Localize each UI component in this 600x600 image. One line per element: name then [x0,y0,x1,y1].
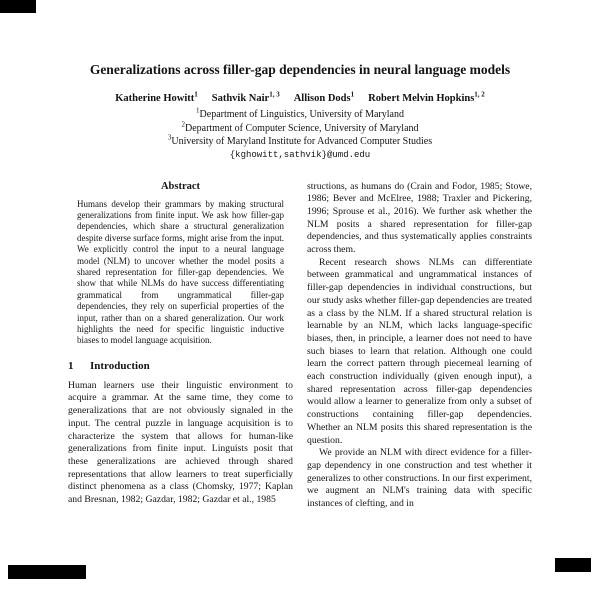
email-address: {kghowitt,sathvik}@umd.edu [229,149,371,160]
abstract-text: Humans develop their grammars by making structural generalizations from finite input. We ask how filler-gap dependencies, which share a structural generalization despite diverse surface forms, might arise from the input. We explicitly control the input to a neural language model (NLM) to uncover whether the model posits a shared representation for filler-gap dependencies. We show that while NLMs do have success differentiating grammatical from ungrammatical filler-gap dependencies, they rely on superficial properties of the input, rather than on a shared generalization. Our work highlights the need for specific linguistic inductive biases to model language acquisition. [77,198,284,346]
affiliation-line: $^3$University of Maryland Institute for Advanced Computer Studies [167,133,433,147]
author-name: Katherine Howitt$^1$ [115,90,198,104]
affiliation-line: $^1$Department of Linguistics, University of Maryland [196,106,404,120]
body-paragraph: structions, as humans do (Crain and Fodor, 1985; Stowe, 1986; Bever and McElree, 1988; Traxler and Pickering, 1996; Sprouse et al., 2016). We further ask whether the NLM posits a shared representation for filler-gap dependencies, and thus systematically applies constraints across them. [307,180,532,256]
abstract-section [68,181,293,347]
section-title: Introduction [90,359,150,372]
redaction-box-bottom-left [8,565,86,579]
left-column [68,181,293,511]
intro-paragraph: Human learners use their linguistic environment to acquire a grammar. At the same time, they come to generalizations that are not obviously signaled in the input. The central puzzle in language acquisition is to characterize the system that allows for human-like generalizations from finite input. Linguists posit that these generalizations are achieved through shared representations that allow learners to treat superficially distinct phenomena as a class (Chomsky, 1977; Kaplan and Bresnan, 1982; Gazdar, 1982; Gazdar et al., 1985 [68,379,293,506]
body-paragraph: We provide an NLM with direct evidence for a filler-gap dependency in one construction and test whether it generalizes to other constructions. In our first experiment, we augment an NLM's training data with specific instances of clefting, and in [307,447,532,510]
affiliations [0,108,600,149]
author-superscript: 1, 2 [474,90,485,99]
paper-title: Generalizations across filler-gap dependencies in neural language models [89,62,511,77]
author-name: Sathvik Nair$^{1, 3}$ [211,90,280,104]
right-column [307,181,532,511]
author-name: Allison Dods$^1$ [293,90,355,104]
author-line [0,90,600,104]
section-number: 1 [68,359,74,372]
author-superscript: 1, 3 [269,90,280,99]
affiliation-superscript: 2 [181,120,185,129]
abstract-heading: Abstract [160,180,201,192]
two-column-body [68,181,532,511]
body-paragraph: Recent research shows NLMs can differentiate between grammatical and ungrammatical instances of filler-gap dependencies in individual constructions, but our study asks whether filler-gap dependencies are treated as a class by the NLM. If a shared structural relation is learnable by an NLM, which lacks language-specific biases, then, in principle, a learner does not need to have such biases to learn that relation. Although one could learn the correct pattern through piecemeal learning of each construction individually (given enough input), a shared representation across filler-gap dependencies would allow a learner to generalize from only a subset of constructions containing filler-gap dependencies. Whether an NLM posits this shared representation is the question. [307,256,532,446]
affiliation-line: $^2$Department of Computer Science, University of Maryland [181,120,419,134]
author-superscript: 1 [350,90,355,99]
redaction-box-top-left [0,0,36,13]
redaction-box-bottom-right [555,558,591,572]
affiliation-superscript: 1 [196,106,200,115]
section-heading-introduction [68,360,293,372]
author-superscript: 1 [194,90,198,99]
affiliation-superscript: 3 [167,133,172,142]
author-name: Robert Melvin Hopkins$^{1, 2}$ [368,90,485,104]
